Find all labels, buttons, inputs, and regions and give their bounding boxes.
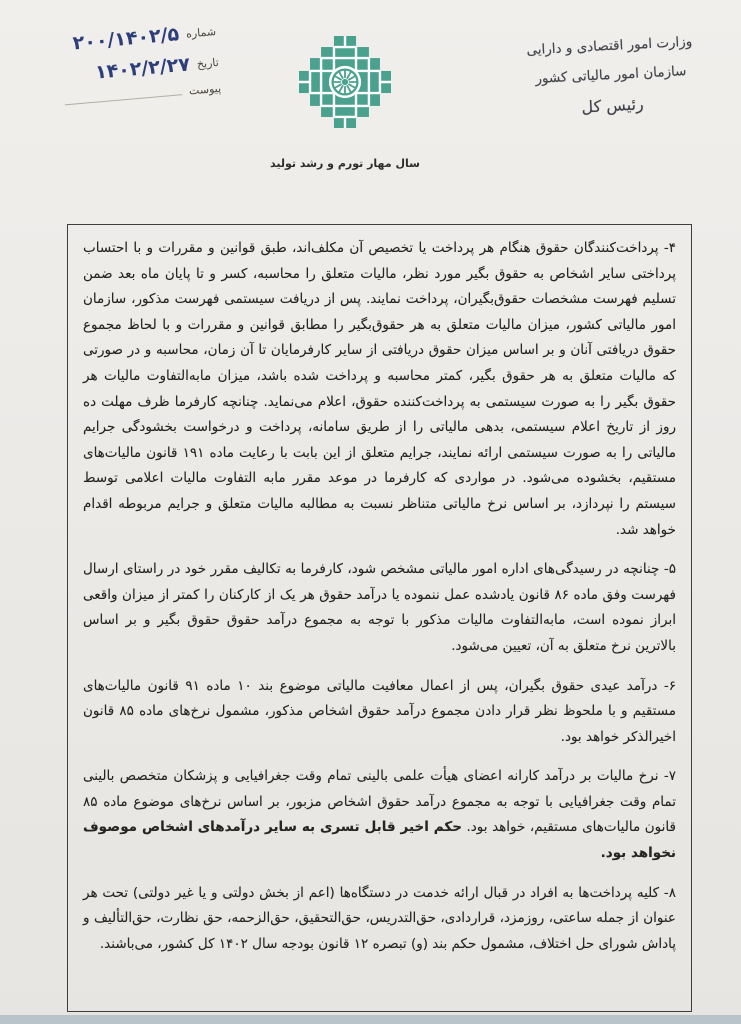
body-paragraph: ۵- چنانچه در رسیدگی‌های اداره امور مالیاتی مشخص شود، کارفرما به تکالیف مقرر خود در راستای ارسال فهرست وفق ماده ۸۶ قانون یادشده عمل ننموده یا درآمد حقوق هر یک از کارکنان را کمتر از میزان واقعی ابراز نموده است، مابه‌التفاوت مالیات مذکور با توجه به مجموع درآمد حقوق حقوق بگیر و بر اساس بالاترین نرخ متعلق به آن، تعیین می‌شود.: [83, 561, 676, 654]
body-paragraph: ۶- درآمد عیدی حقوق بگیران، پس از اعمال معافیت مالیاتی موضوع بند ۱۰ ماده ۹۱ قانون مالیات‌های مستقیم و با ملحوظ نظر قرار دادن مجموع درآمد حقوق اشخاص مذکور، مشمول نرخ‌های ماده ۸۵ قانون اخیرالذکر خواهد بود.: [83, 677, 677, 745]
tax-administration-emblem-icon: [299, 34, 391, 130]
signatory-title: رئیس کل: [580, 94, 645, 117]
body-paragraph: ۴- پرداخت‌کنندگان حقوق هنگام هر پرداخت یا تخصیص آن مکلف‌اند، طبق قوانین و مقررات و با احتساب پرداختی سایر اشخاص به حقوق بگیر مورد نظر، مالیات متعلق را محاسبه، کسر و تا پایان ماه بعد ضمن تسلیم فهرست مشخصات حقوق‌بگیران، پرداخت نمایند. پس از دریافت سیستمی فهرست مذکور، سازمان امور مالیاتی کشور، میزان مالیات متعلق به هر حقوق‌بگیر را مطابق قوانین و مقررات و با لحاظ مجموع حقوق دریافتی آنان و بر اساس میزان حقوق دریافتی از سایر کارفرمایان تا آن زمان، محاسبه و در صورتی که مالیات متعلق به هر حقوق بگیر، کمتر محاسبه و پرداخت شده باشد، میزان مابه‌التفاوت مالیات هر حقوق بگیر را به صورت سیستمی به پرداخت‌کننده حقوق، اعلام می‌نماید. چنانچه کارفرما ظرف مهلت ده روز از تاریخ اعلام سیستمی، بدهی مالیاتی را از طریق سامانه، پرداخت و درخواست بخشودگی جرایم مالیاتی را به صورت سیستمی ارائه نمایند، جرایم متعلق از این بابت با رعایت ماده ۱۹۱ قانون مالیات‌های مستقیم، بخشوده می‌شود. در مواردی که کارفرما در موعد مقرر مابه التفاوت مالیات اعلامی توسط سیستم را نپردازد، بر اساس نرخ مالیاتی متناظر نسبت به مطالبه مالیات متعلق و جرایم مربوطه اقدام خواهد شد.: [83, 240, 676, 538]
reference-date-label: تاریخ: [196, 55, 220, 71]
scan-edge-strip: [0, 1015, 741, 1024]
organization-header: [499, 32, 723, 120]
letter-body-box: [67, 224, 692, 1012]
attachment-blank-line: [65, 94, 183, 106]
body-paragraph: ۷- نرخ مالیات بر درآمد کارانه اعضای هیأت علمی بالینی تمام وقت جغرافیایی و پزشکان متخصص بالینی تمام وقت جغرافیایی با توجه به مجموع درآمد حقوق اشخاص مزبور، بر اساس نرخ‌های موضوع ماده ۸۵ قانون مالیات‌های مستقیم، خواهد بود. حکم اخیر قابل تسری به سایر درآمدهای اشخاص موصوف نخواهد بود.: [83, 768, 676, 862]
reference-date-value: ۱۴۰۲/۲/۲۷: [94, 53, 191, 84]
body-paragraph: ۸- کلیه پرداخت‌ها به افراد در قبال ارائه خدمت در دستگاه‌ها (اعم از بخش دولتی و یا غیر دولتی) تحت هر عنوان از جمله ساعتی، روزمزد، قراردادی، حق‌التدریس، حق‌التحقیق، حق‌الزحمه، حق نظارت، حق‌التألیف و پاداش شورای حل اختلاف، مشمول حکم بند (و) تبصره ۱۲ قانون بودجه سال ۱۴۰۲ کل کشور، می‌باشند.: [83, 884, 676, 952]
reference-number-label: شماره: [185, 24, 217, 41]
reference-number-value: ۲۰۰/۱۴۰۲/۵: [71, 23, 181, 55]
reference-block: [11, 20, 223, 122]
organization-name: سازمان امور مالیاتی کشور: [535, 63, 687, 87]
reference-attachment-label: پیوست: [188, 81, 222, 98]
year-slogan: سال مهار تورم و رشد تولید: [270, 157, 420, 170]
ministry-name: وزارت امور اقتصادی و دارایی: [526, 33, 693, 59]
